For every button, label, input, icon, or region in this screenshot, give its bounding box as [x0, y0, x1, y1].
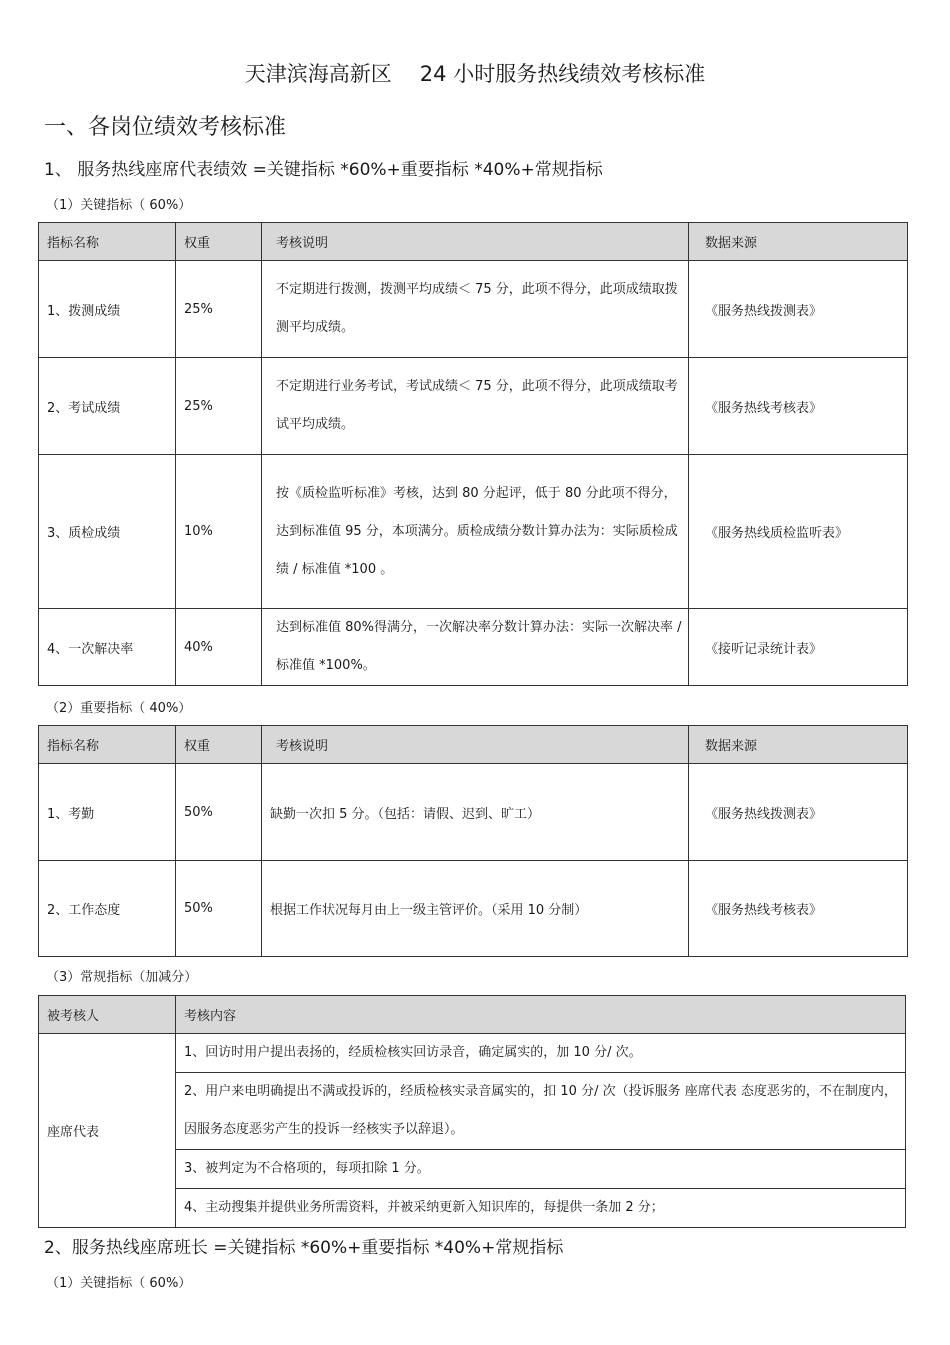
table-row — [39, 261, 908, 358]
row-name: 1、拨测成绩 — [39, 261, 176, 358]
key-indicator-label: （1）关键指标（ 60%） — [46, 198, 192, 213]
row-weight: 25% — [176, 261, 262, 358]
page-title — [0, 58, 950, 88]
table-row — [39, 764, 908, 861]
row-source: 《服务热线质检监听表》 — [689, 455, 908, 609]
row-weight: 10% — [176, 455, 262, 609]
table-row — [39, 1034, 906, 1073]
title-part1: 天津滨海高新区 — [244, 62, 392, 86]
table-header-row — [39, 726, 908, 764]
table-row — [39, 455, 908, 609]
row-source: 《服务热线拨测表》 — [689, 261, 908, 358]
row-desc: 不定期进行拨测，拨测平均成绩＜ 75 分，此项不得分，此项成绩取拨测平均成绩。 — [262, 261, 689, 358]
header-weight: 权重 — [176, 726, 262, 764]
sub1-heading: 1、 服务热线座席代表绩效 =关键指标 *60%+重要指标 *40%+常规指标 — [44, 160, 603, 180]
section1-heading: 一、各岗位绩效考核标准 — [44, 115, 287, 140]
key-indicator-table — [38, 222, 908, 686]
rule-item: 4、主动搜集并提供业务所需资料，并被采纳更新入知识库的，每提供一条加 2 分； — [176, 1189, 906, 1228]
row-source: 《服务热线考核表》 — [689, 358, 908, 455]
sub2-heading: 2、服务热线座席班长 =关键指标 *60%+重要指标 *40%+常规指标 — [44, 1238, 564, 1258]
title-part2: 24 小时服务热线绩效考核标准 — [419, 62, 706, 86]
row-desc: 不定期进行业务考试，考试成绩＜ 75 分，此项不得分，此项成绩取考试平均成绩。 — [262, 358, 689, 455]
important-indicator-table — [38, 725, 908, 957]
header-content: 考核内容 — [176, 996, 906, 1034]
rule-item: 3、被判定为不合格项的，每项扣除 1 分。 — [176, 1150, 906, 1189]
row-weight: 25% — [176, 358, 262, 455]
header-desc: 考核说明 — [262, 726, 689, 764]
row-name: 1、考勤 — [39, 764, 176, 861]
row-source: 《接听记录统计表》 — [689, 609, 908, 686]
header-person: 被考核人 — [39, 996, 176, 1034]
row-desc: 按《质检监听标准》考核，达到 80 分起评，低于 80 分此项不得分，达到标准值 95 分，本项满分。质检成绩分数计算办法为：实际质检成绩 / 标准值 *100 。 — [262, 455, 689, 609]
regular-indicator-table — [38, 995, 906, 1228]
header-desc: 考核说明 — [262, 223, 689, 261]
row-desc: 达到标准值 80%得满分，一次解决率分数计算办法：实际一次解决率 / 标准值 *100%。 — [262, 609, 689, 686]
table-header-row — [39, 223, 908, 261]
assessed-person: 座席代表 — [39, 1034, 176, 1228]
rule-item: 2、用户来电明确提出不满或投诉的，经质检核实录音属实的，扣 10 分/ 次（投诉服务 座席代表 态度恶劣的，不在制度内，因服务态度恶劣产生的投诉一经核实予以辞退）。 — [176, 1073, 906, 1150]
header-name: 指标名称 — [39, 223, 176, 261]
header-source: 数据来源 — [689, 223, 908, 261]
row-weight: 50% — [176, 764, 262, 861]
important-indicator-label: （2）重要指标（ 40%） — [46, 701, 192, 716]
row-name: 4、一次解决率 — [39, 609, 176, 686]
rule-item: 1、回访时用户提出表扬的，经质检核实回访录音，确定属实的，加 10 分/ 次。 — [176, 1034, 906, 1073]
row-desc: 缺勤一次扣 5 分。（包括：请假、迟到、旷工） — [262, 764, 689, 861]
table-row — [39, 358, 908, 455]
header-source: 数据来源 — [689, 726, 908, 764]
table-row — [39, 609, 908, 686]
key-indicator-label-2: （1）关键指标（ 60%） — [46, 1276, 192, 1291]
row-name: 3、质检成绩 — [39, 455, 176, 609]
header-weight: 权重 — [176, 223, 262, 261]
row-desc: 根据工作状况每月由上一级主管评价。（采用 10 分制） — [262, 861, 689, 957]
row-source: 《服务热线考核表》 — [689, 861, 908, 957]
regular-indicator-label: （3）常规指标（加减分） — [46, 970, 198, 985]
row-source: 《服务热线拨测表》 — [689, 764, 908, 861]
table-header-row — [39, 996, 906, 1034]
row-name: 2、工作态度 — [39, 861, 176, 957]
row-weight: 40% — [176, 609, 262, 686]
header-name: 指标名称 — [39, 726, 176, 764]
table-row — [39, 861, 908, 957]
row-name: 2、考试成绩 — [39, 358, 176, 455]
row-weight: 50% — [176, 861, 262, 957]
